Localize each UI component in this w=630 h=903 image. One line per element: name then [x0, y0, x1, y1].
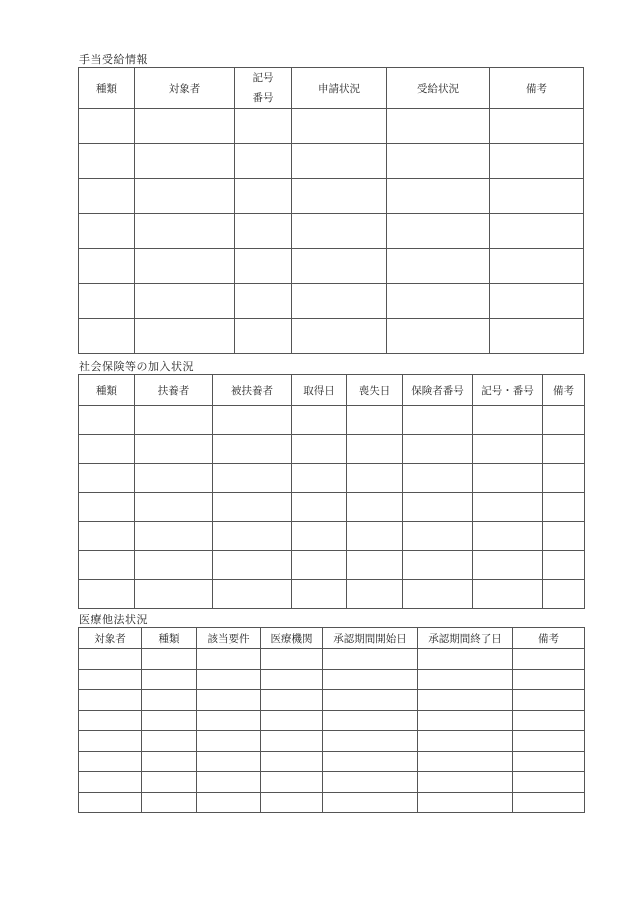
table-cell[interactable]: [292, 464, 347, 493]
table-cell[interactable]: [323, 690, 418, 711]
table-row: [79, 464, 585, 493]
header-receipt-status: 受給状況: [387, 68, 490, 109]
table-cell[interactable]: [135, 464, 213, 493]
table-cell[interactable]: [213, 493, 292, 522]
table-cell[interactable]: [513, 710, 585, 731]
table-cell[interactable]: [235, 214, 292, 249]
table-cell[interactable]: [79, 551, 135, 580]
table-cell[interactable]: [292, 144, 387, 179]
table-cell[interactable]: [261, 731, 323, 752]
table-cell[interactable]: [79, 109, 135, 144]
table-cell[interactable]: [142, 710, 197, 731]
table-cell[interactable]: [79, 179, 135, 214]
table-row: [79, 249, 584, 284]
table-cell[interactable]: [197, 710, 261, 731]
table-row: [79, 214, 584, 249]
table-cell[interactable]: [490, 284, 584, 319]
table-cell[interactable]: [418, 772, 513, 793]
table-cell[interactable]: [323, 792, 418, 813]
header-type: 種類: [142, 628, 197, 649]
table-row: [79, 522, 585, 551]
table-cell[interactable]: [418, 792, 513, 813]
table-cell[interactable]: [513, 751, 585, 772]
table-cell[interactable]: [142, 690, 197, 711]
header-eligibility: 該当要件: [197, 628, 261, 649]
table-cell[interactable]: [235, 284, 292, 319]
table-cell[interactable]: [513, 669, 585, 690]
table-cell[interactable]: [235, 249, 292, 284]
table-cell[interactable]: [387, 319, 490, 354]
table-cell[interactable]: [473, 493, 543, 522]
table-cell[interactable]: [490, 319, 584, 354]
table-cell[interactable]: [79, 792, 142, 813]
table-cell[interactable]: [197, 669, 261, 690]
table-cell[interactable]: [347, 464, 403, 493]
table-header-row: [79, 375, 585, 406]
table-row: [79, 551, 585, 580]
medical-section-title: 医療他法状況: [79, 613, 148, 626]
table-cell[interactable]: [323, 710, 418, 731]
table-cell[interactable]: [403, 406, 473, 435]
table-cell[interactable]: [292, 319, 387, 354]
table-cell[interactable]: [513, 772, 585, 793]
table-cell[interactable]: [135, 249, 235, 284]
table-cell[interactable]: [197, 649, 261, 670]
table-cell[interactable]: [323, 751, 418, 772]
table-cell[interactable]: [79, 493, 135, 522]
table-cell[interactable]: [142, 649, 197, 670]
table-cell[interactable]: [543, 580, 585, 609]
table-row: [79, 731, 585, 752]
header-symbol: 記号: [252, 72, 274, 84]
insurance-section-title: 社会保険等の加入状況: [79, 360, 194, 373]
header-medical-institution: 医療機関: [261, 628, 323, 649]
table-cell[interactable]: [418, 731, 513, 752]
table-cell[interactable]: [213, 551, 292, 580]
table-cell[interactable]: [235, 179, 292, 214]
table-cell[interactable]: [292, 522, 347, 551]
table-row: [79, 710, 585, 731]
table-cell[interactable]: [79, 731, 142, 752]
table-cell[interactable]: [292, 214, 387, 249]
table-cell[interactable]: [543, 464, 585, 493]
table-cell[interactable]: [347, 551, 403, 580]
table-cell[interactable]: [292, 284, 387, 319]
table-cell[interactable]: [135, 522, 213, 551]
table-cell[interactable]: [473, 580, 543, 609]
table-row: [79, 179, 584, 214]
table-cell[interactable]: [135, 319, 235, 354]
table-cell[interactable]: [513, 792, 585, 813]
header-lost-date: 喪失日: [347, 375, 403, 406]
table-cell[interactable]: [79, 464, 135, 493]
table-cell[interactable]: [142, 772, 197, 793]
table-cell[interactable]: [387, 179, 490, 214]
table-cell[interactable]: [347, 493, 403, 522]
table-cell[interactable]: [387, 144, 490, 179]
table-cell[interactable]: [213, 464, 292, 493]
table-cell[interactable]: [261, 792, 323, 813]
table-cell[interactable]: [79, 751, 142, 772]
table-cell[interactable]: [490, 214, 584, 249]
header-dependent: 被扶養者: [213, 375, 292, 406]
table-cell[interactable]: [79, 710, 142, 731]
table-cell[interactable]: [79, 522, 135, 551]
table-cell[interactable]: [142, 751, 197, 772]
table-cell[interactable]: [418, 690, 513, 711]
table-cell[interactable]: [135, 580, 213, 609]
table-row: [79, 493, 585, 522]
table-cell[interactable]: [135, 435, 213, 464]
table-cell[interactable]: [473, 464, 543, 493]
table-cell[interactable]: [79, 214, 135, 249]
table-cell[interactable]: [79, 649, 142, 670]
table-cell[interactable]: [292, 406, 347, 435]
table-row: [79, 435, 585, 464]
table-cell[interactable]: [135, 493, 213, 522]
table-cell[interactable]: [403, 493, 473, 522]
table-cell[interactable]: [403, 580, 473, 609]
header-type: 種類: [79, 68, 135, 109]
table-cell[interactable]: [403, 551, 473, 580]
header-recipient: 対象者: [79, 628, 142, 649]
table-row: [79, 580, 585, 609]
table-cell[interactable]: [261, 710, 323, 731]
table-cell[interactable]: [213, 406, 292, 435]
table-cell[interactable]: [543, 406, 585, 435]
table-row: [79, 319, 584, 354]
table-cell[interactable]: [543, 435, 585, 464]
table-row: [79, 690, 585, 711]
table-cell[interactable]: [387, 249, 490, 284]
medical-table: [78, 627, 585, 813]
table-cell[interactable]: [261, 751, 323, 772]
table-cell[interactable]: [403, 435, 473, 464]
table-cell[interactable]: [142, 731, 197, 752]
table-cell[interactable]: [292, 249, 387, 284]
table-cell[interactable]: [79, 249, 135, 284]
table-cell[interactable]: [213, 435, 292, 464]
table-row: [79, 406, 585, 435]
table-row: [79, 284, 584, 319]
table-cell[interactable]: [292, 109, 387, 144]
table-cell[interactable]: [292, 580, 347, 609]
table-cell[interactable]: [235, 144, 292, 179]
table-cell[interactable]: [135, 214, 235, 249]
header-type: 種類: [79, 375, 135, 406]
allowance-table: [78, 67, 584, 354]
allowance-section-title: 手当受給情報: [79, 53, 148, 66]
table-cell[interactable]: [418, 649, 513, 670]
header-recipient: 対象者: [135, 68, 235, 109]
table-cell[interactable]: [197, 772, 261, 793]
table-cell[interactable]: [135, 284, 235, 319]
table-cell[interactable]: [135, 144, 235, 179]
table-row: [79, 109, 584, 144]
table-row: [79, 669, 585, 690]
table-row: [79, 792, 585, 813]
table-cell[interactable]: [197, 792, 261, 813]
table-cell[interactable]: [347, 435, 403, 464]
table-cell[interactable]: [418, 751, 513, 772]
table-cell[interactable]: [261, 772, 323, 793]
table-cell[interactable]: [387, 109, 490, 144]
table-cell[interactable]: [323, 669, 418, 690]
table-cell[interactable]: [79, 690, 142, 711]
table-cell[interactable]: [323, 731, 418, 752]
table-cell[interactable]: [79, 406, 135, 435]
table-cell[interactable]: [197, 751, 261, 772]
table-cell[interactable]: [292, 551, 347, 580]
header-symbol-number: 記号・番号: [473, 375, 543, 406]
table-cell[interactable]: [347, 580, 403, 609]
table-cell[interactable]: [79, 435, 135, 464]
header-symbol-number: [235, 68, 292, 109]
table-header-row: [79, 628, 585, 649]
table-cell[interactable]: [79, 772, 142, 793]
table-cell[interactable]: [292, 179, 387, 214]
header-approval-end: 承認期間終了日: [418, 628, 513, 649]
header-remarks: 備考: [490, 68, 584, 109]
table-cell[interactable]: [347, 522, 403, 551]
table-cell[interactable]: [323, 772, 418, 793]
header-remarks: 備考: [513, 628, 585, 649]
table-cell[interactable]: [347, 406, 403, 435]
table-cell[interactable]: [235, 109, 292, 144]
table-cell[interactable]: [543, 551, 585, 580]
table-cell[interactable]: [135, 406, 213, 435]
table-cell[interactable]: [261, 669, 323, 690]
table-cell[interactable]: [387, 214, 490, 249]
table-cell[interactable]: [197, 690, 261, 711]
table-row: [79, 772, 585, 793]
table-cell[interactable]: [473, 435, 543, 464]
table-row: [79, 649, 585, 670]
table-cell[interactable]: [387, 284, 490, 319]
table-cell[interactable]: [135, 179, 235, 214]
table-cell[interactable]: [142, 669, 197, 690]
table-cell[interactable]: [513, 690, 585, 711]
header-approval-start: 承認期間開始日: [323, 628, 418, 649]
table-cell[interactable]: [473, 522, 543, 551]
table-cell[interactable]: [261, 649, 323, 670]
header-insurer-number: 保険者番号: [403, 375, 473, 406]
table-cell[interactable]: [543, 522, 585, 551]
table-cell[interactable]: [142, 792, 197, 813]
table-cell[interactable]: [261, 690, 323, 711]
table-cell[interactable]: [513, 649, 585, 670]
table-cell[interactable]: [490, 144, 584, 179]
table-cell[interactable]: [323, 649, 418, 670]
table-cell[interactable]: [235, 319, 292, 354]
header-remarks: 備考: [543, 375, 585, 406]
header-acquired-date: 取得日: [292, 375, 347, 406]
header-application-status: 申請状況: [292, 68, 387, 109]
table-cell[interactable]: [213, 522, 292, 551]
table-cell[interactable]: [292, 493, 347, 522]
table-cell[interactable]: [135, 109, 235, 144]
table-cell[interactable]: [490, 109, 584, 144]
table-row: [79, 751, 585, 772]
table-cell[interactable]: [135, 551, 213, 580]
table-cell[interactable]: [292, 435, 347, 464]
table-header-row: [79, 68, 584, 109]
table-cell[interactable]: [79, 580, 135, 609]
header-number: 番号: [252, 92, 274, 104]
insurance-table: [78, 374, 585, 609]
table-cell[interactable]: [79, 144, 135, 179]
table-cell[interactable]: [418, 669, 513, 690]
table-cell[interactable]: [543, 493, 585, 522]
table-row: [79, 144, 584, 179]
table-cell[interactable]: [403, 522, 473, 551]
header-supporter: 扶養者: [135, 375, 213, 406]
table-cell[interactable]: [197, 731, 261, 752]
table-cell[interactable]: [490, 179, 584, 214]
table-cell[interactable]: [403, 464, 473, 493]
table-cell[interactable]: [79, 284, 135, 319]
table-cell[interactable]: [473, 406, 543, 435]
table-cell[interactable]: [418, 710, 513, 731]
table-cell[interactable]: [213, 580, 292, 609]
table-cell[interactable]: [473, 551, 543, 580]
table-cell[interactable]: [79, 669, 142, 690]
table-cell[interactable]: [79, 319, 135, 354]
table-cell[interactable]: [490, 249, 584, 284]
table-cell[interactable]: [513, 731, 585, 752]
